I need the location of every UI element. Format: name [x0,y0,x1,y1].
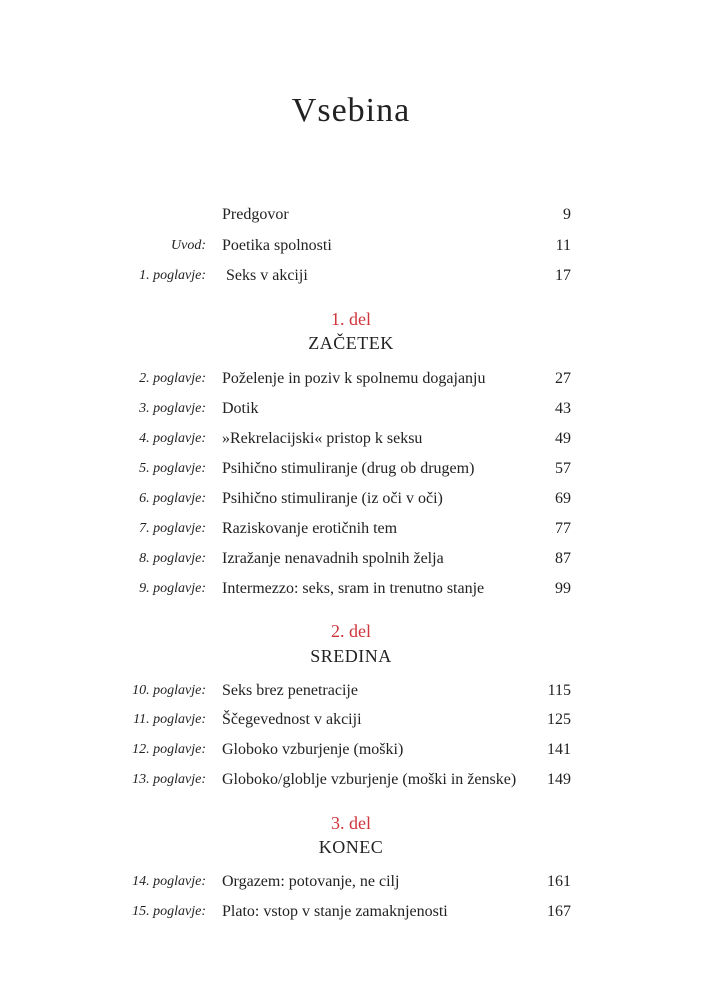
page-number: 149 [547,771,571,788]
toc-entry [0,427,702,451]
page-number: 49 [555,430,571,447]
toc-entry [0,900,702,924]
toc-entry [0,577,702,601]
part-number: 2. del [331,621,371,641]
chapter-title: Orgazem: potovanje, ne cilj [222,873,400,890]
chapter-title: Poželenje in poziv k spolnemu dogajanju [222,370,486,387]
page-number: 77 [555,520,571,537]
toc-entry [0,397,702,421]
chapter-label: 1. poglavje: [139,268,206,283]
page-number: 43 [555,400,571,417]
part-title: KONEC [318,837,384,857]
chapter-title: Predgovor [222,206,289,223]
chapter-title: »Rekrelacijski« pristop k seksu [222,430,423,447]
toc-entry [0,457,702,481]
part-number: 1. del [331,309,371,329]
page-number: 17 [555,267,571,284]
page-title: Vsebina [291,92,411,129]
chapter-label: 13. poglavje: [132,772,206,787]
chapter-label: 11. poglavje: [133,712,206,727]
chapter-title: Seks v akciji [222,267,308,284]
page-number: 11 [555,237,571,254]
part-title: SREDINA [310,646,392,666]
chapter-label: Uvod: [171,238,206,253]
chapter-label: 3. poglavje: [139,401,206,416]
page-number: 141 [547,741,571,758]
chapter-title: Psihično stimuliranje (drug ob drugem) [222,460,475,477]
chapter-label: 10. poglavje: [132,683,206,698]
toc-entry [0,264,702,288]
chapter-title: Globoko/globlje vzburjenje (moški in ženske) [222,771,517,788]
toc-entry [0,517,702,541]
page-number: 57 [555,460,571,477]
page-number: 69 [555,490,571,507]
chapter-label: 8. poglavje: [139,551,206,566]
part-number: 3. del [331,813,371,833]
toc-entry [0,708,702,732]
toc-entry [0,203,702,227]
page-number: 125 [547,711,571,728]
chapter-label: 12. poglavje: [132,742,206,757]
chapter-label: 6. poglavje: [139,491,206,506]
toc-entry [0,738,702,762]
toc-entry [0,487,702,511]
chapter-title: Plato: vstop v stanje zamaknjenosti [222,903,448,920]
chapter-title: Izražanje nenavadnih spolnih želja [222,550,444,567]
chapter-label: 9. poglavje: [139,581,206,596]
chapter-label: 4. poglavje: [139,431,206,446]
chapter-label: 5. poglavje: [139,461,206,476]
page-number: 115 [547,682,571,699]
chapter-title: Globoko vzburjenje (moški) [222,741,404,758]
part-title: ZAČETEK [308,333,394,353]
page-number: 27 [555,370,571,387]
chapter-title: Ščegevednost v akciji [222,711,362,728]
chapter-title: Seks brez penetracije [222,682,358,699]
chapter-title: Raziskovanje erotičnih tem [222,520,398,537]
chapter-title: Psihično stimuliranje (iz oči v oči) [222,490,443,507]
page-number: 167 [547,903,571,920]
page-number: 161 [547,873,571,890]
toc-entry [0,234,702,258]
chapter-title: Intermezzo: seks, sram in trenutno stanje [222,580,485,597]
chapter-label: 2. poglavje: [139,371,206,386]
chapter-label: 15. poglavje: [132,904,206,919]
chapter-title: Poetika spolnosti [222,237,332,254]
toc-entry [0,679,702,703]
toc-entry [0,768,702,792]
chapter-title: Dotik [222,400,259,417]
page-number: 9 [563,206,571,223]
toc-entry [0,367,702,391]
toc-entry [0,870,702,894]
page-number: 87 [555,550,571,567]
toc-entry [0,547,702,571]
chapter-label: 7. poglavje: [139,521,206,536]
chapter-label: 14. poglavje: [132,874,206,889]
page-number: 99 [555,580,571,597]
